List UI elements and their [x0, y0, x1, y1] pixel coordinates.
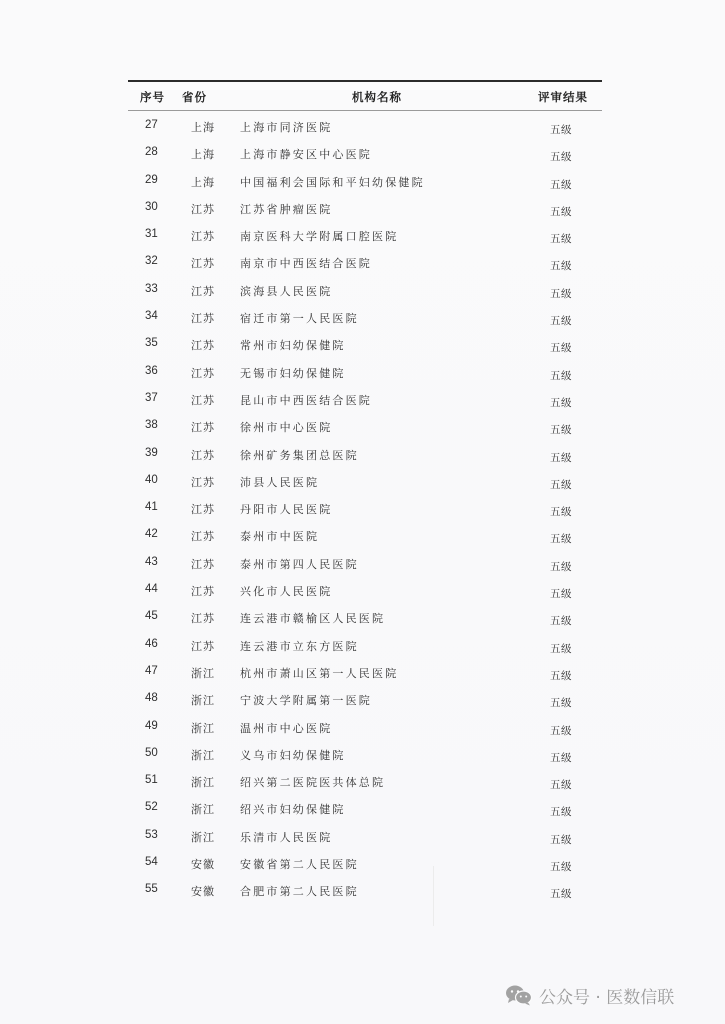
cell-no: 32: [145, 255, 158, 268]
table-row: [128, 848, 602, 875]
cell-name: 安徽省第二人民医院: [240, 858, 359, 872]
cell-result: 五级: [550, 205, 572, 218]
table-header-row: [128, 82, 602, 111]
cell-result: 五级: [550, 669, 572, 682]
cell-name: 义乌市妇幼保健院: [240, 748, 346, 762]
header-serial-number: 序号: [140, 90, 165, 104]
table-row: [128, 657, 602, 684]
cell-no: 52: [145, 801, 158, 814]
cell-no: 49: [145, 719, 158, 732]
table-row: [128, 193, 602, 220]
cell-name: 常州市妇幼保健院: [240, 339, 346, 353]
table-row: [128, 384, 602, 411]
cell-province: 浙江: [191, 776, 215, 790]
cell-no: 39: [145, 446, 158, 459]
cell-result: 五级: [550, 560, 572, 573]
cell-result: 五级: [550, 178, 572, 191]
cell-province: 浙江: [191, 803, 215, 817]
table-row: [128, 411, 602, 438]
cell-name: 连云港市赣榆区人民医院: [240, 612, 386, 626]
cell-province: 江苏: [191, 421, 215, 435]
table-row: [128, 247, 602, 274]
cell-province: 浙江: [191, 830, 215, 844]
cell-no: 36: [145, 364, 158, 377]
cell-result: 五级: [550, 642, 572, 655]
cell-name: 徐州市中心医院: [240, 421, 333, 435]
cell-province: 安徽: [191, 858, 215, 872]
cell-result: 五级: [550, 315, 572, 328]
cell-result: 五级: [550, 751, 572, 764]
cell-no: 51: [145, 774, 158, 787]
cell-name: 绍兴市妇幼保健院: [240, 803, 346, 817]
cell-no: 34: [145, 310, 158, 323]
header-province: 省份: [182, 90, 207, 104]
table-row: [128, 548, 602, 575]
cell-province: 上海: [191, 121, 215, 134]
cell-no: 47: [145, 664, 158, 677]
table-row: [128, 302, 602, 329]
table-row: [128, 493, 602, 520]
cell-name: 宁波大学附属第一医院: [240, 694, 372, 708]
table-row: [128, 439, 602, 466]
cell-name: 泰州市中医院: [240, 530, 320, 544]
table-row: [128, 329, 602, 356]
cell-name: 上海市同济医院: [240, 121, 333, 134]
cell-name: 宿迁市第一人民医院: [240, 312, 359, 326]
cell-no: 48: [145, 692, 158, 705]
cell-no: 35: [145, 337, 158, 350]
cell-province: 江苏: [191, 557, 215, 571]
cell-result: 五级: [550, 260, 572, 273]
cell-no: 53: [145, 828, 158, 841]
cell-province: 浙江: [191, 666, 215, 680]
cell-result: 五级: [550, 342, 572, 355]
cell-name: 沛县人民医院: [240, 475, 320, 489]
table-row: [128, 166, 602, 193]
cell-result: 五级: [550, 806, 572, 819]
cell-result: 五级: [550, 287, 572, 300]
cell-name: 江苏省肿瘤医院: [240, 202, 333, 216]
cell-province: 上海: [191, 148, 215, 162]
cell-result: 五级: [550, 588, 572, 601]
table-row: [128, 357, 602, 384]
cell-result: 五级: [550, 396, 572, 409]
cell-result: 五级: [550, 478, 572, 491]
cell-name: 无锡市妇幼保健院: [240, 366, 346, 380]
cell-no: 44: [145, 583, 158, 596]
cell-name: 温州市中心医院: [240, 721, 333, 735]
cell-result: 五级: [550, 724, 572, 737]
cell-province: 江苏: [191, 530, 215, 544]
cell-province: 安徽: [191, 885, 215, 899]
table-row: [128, 875, 602, 902]
cell-no: 55: [145, 883, 158, 896]
cell-result: 五级: [550, 833, 572, 846]
table-row: [128, 111, 602, 138]
cell-province: 浙江: [191, 748, 215, 762]
cell-no: 29: [145, 173, 158, 186]
cell-no: 31: [145, 228, 158, 241]
cell-no: 46: [145, 637, 158, 650]
cell-name: 兴化市人民医院: [240, 585, 333, 599]
cell-name: 合肥市第二人民医院: [240, 885, 359, 899]
cell-result: 五级: [550, 533, 572, 546]
cell-name: 中国福利会国际和平妇幼保健院: [240, 175, 425, 189]
table-row: [128, 712, 602, 739]
table-row: [128, 739, 602, 766]
cell-province: 江苏: [191, 475, 215, 489]
cell-no: 42: [145, 528, 158, 541]
table-row: [128, 575, 602, 602]
cell-province: 江苏: [191, 230, 215, 244]
table-row: [128, 684, 602, 711]
table-row: [128, 766, 602, 793]
cell-result: 五级: [550, 233, 572, 246]
wechat-icon: [505, 984, 533, 1006]
cell-name: 徐州矿务集团总医院: [240, 448, 359, 462]
cell-name: 上海市静安区中心医院: [240, 148, 372, 162]
cell-province: 江苏: [191, 284, 215, 298]
table-row: [128, 466, 602, 493]
table-row: [128, 602, 602, 629]
cell-result: 五级: [550, 615, 572, 628]
cell-name: 南京医科大学附属口腔医院: [240, 230, 399, 244]
cell-province: 浙江: [191, 721, 215, 735]
cell-result: 五级: [550, 424, 572, 437]
cell-name: 丹阳市人民医院: [240, 503, 333, 517]
cell-result: 五级: [550, 124, 572, 136]
cell-name: 绍兴第二医院医共体总院: [240, 776, 386, 790]
cell-result: 五级: [550, 697, 572, 710]
cell-province: 江苏: [191, 393, 215, 407]
table-body: [128, 111, 602, 903]
table-row: [128, 630, 602, 657]
cell-province: 江苏: [191, 639, 215, 653]
table-row: [128, 138, 602, 165]
cell-no: 33: [145, 282, 158, 295]
cell-no: 40: [145, 473, 158, 486]
cell-result: 五级: [550, 888, 572, 901]
cell-no: 43: [145, 555, 158, 568]
cell-no: 38: [145, 419, 158, 432]
wechat-watermark: [505, 982, 674, 1008]
table-row: [128, 821, 602, 848]
cell-no: 41: [145, 501, 158, 514]
cell-result: 五级: [550, 861, 572, 874]
cell-province: 江苏: [191, 202, 215, 216]
cell-province: 江苏: [191, 312, 215, 326]
table-row: [128, 220, 602, 247]
cell-name: 昆山市中西医结合医院: [240, 393, 372, 407]
cell-no: 54: [145, 856, 158, 869]
cell-province: 江苏: [191, 366, 215, 380]
cell-name: 连云港市立东方医院: [240, 639, 359, 653]
cell-name: 乐清市人民医院: [240, 830, 333, 844]
cell-no: 45: [145, 610, 158, 623]
cell-province: 江苏: [191, 612, 215, 626]
cell-no: 30: [145, 200, 158, 213]
cell-province: 江苏: [191, 585, 215, 599]
cell-province: 江苏: [191, 503, 215, 517]
cell-result: 五级: [550, 451, 572, 464]
cell-no: 28: [145, 146, 158, 159]
cell-province: 江苏: [191, 448, 215, 462]
table-row: [128, 793, 602, 820]
cell-province: 江苏: [191, 257, 215, 271]
watermark-text: 公众号 · 医数信联: [539, 987, 675, 1008]
cell-province: 上海: [191, 175, 215, 189]
cell-result: 五级: [550, 369, 572, 382]
scan-artifact-line: [433, 866, 434, 926]
cell-name: 泰州市第四人民医院: [240, 557, 359, 571]
cell-result: 五级: [550, 506, 572, 519]
cell-no: 50: [145, 746, 158, 759]
hospital-review-table: [128, 80, 602, 903]
cell-province: 浙江: [191, 694, 215, 708]
cell-name: 南京市中西医结合医院: [240, 257, 372, 271]
cell-name: 杭州市萧山区第一人民医院: [240, 666, 399, 680]
table-row: [128, 520, 602, 547]
cell-province: 江苏: [191, 339, 215, 353]
cell-name: 滨海县人民医院: [240, 284, 333, 298]
header-review-result: 评审结果: [538, 90, 588, 104]
cell-result: 五级: [550, 151, 572, 164]
cell-result: 五级: [550, 779, 572, 792]
header-institution-name: 机构名称: [352, 90, 402, 104]
cell-no: 27: [145, 119, 158, 131]
cell-no: 37: [145, 391, 158, 404]
table-row: [128, 275, 602, 302]
